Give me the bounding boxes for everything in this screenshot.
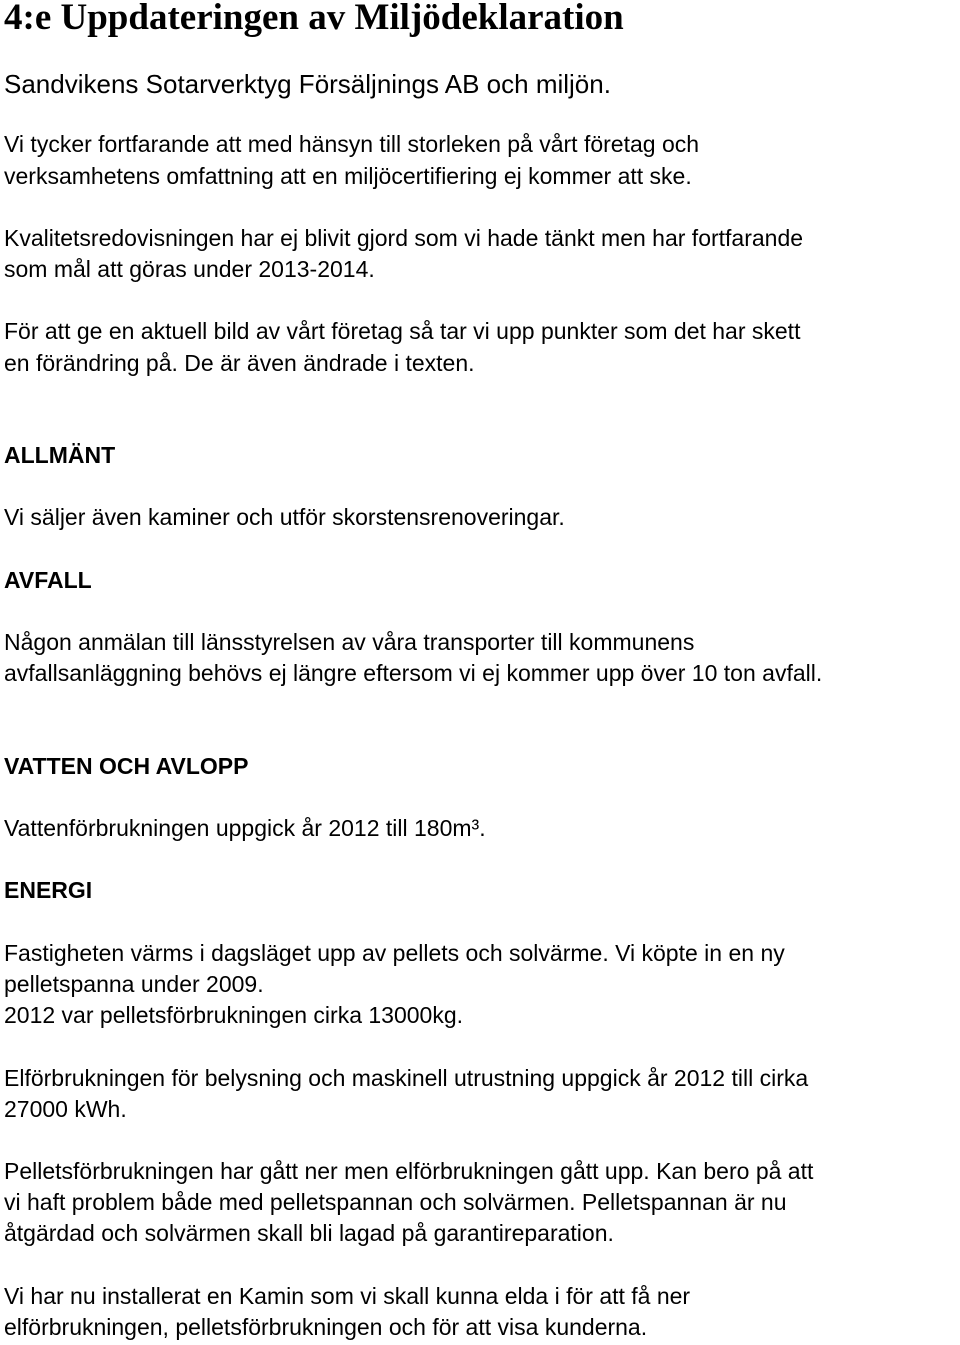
text-line: För att ge en aktuell bild av vårt företag så tar vi upp punkter som det har skett xyxy=(4,318,801,344)
text-line: Vattenförbrukningen uppgick år 2012 till 180m³. xyxy=(4,815,486,841)
section-heading: ALLMÄNT xyxy=(4,442,116,468)
text-line: avfallsanläggning behövs ej längre eftersom vi ej kommer upp över 10 ton avfall. xyxy=(4,660,823,686)
text-line: som mål att göras under 2013-2014. xyxy=(4,256,375,282)
section-heading: VATTEN OCH AVLOPP xyxy=(4,753,249,779)
text-line: 2012 var pelletsförbrukningen cirka 13000kg. xyxy=(4,1002,464,1028)
document-title: 4:e Uppdateringen av Miljödeklaration xyxy=(4,0,624,38)
text-line: Pelletsförbrukningen har gått ner men elförbrukningen gått upp. Kan bero på att xyxy=(4,1158,814,1184)
text-line: Elförbrukningen för belysning och maskinell utrustning uppgick år 2012 till cirka xyxy=(4,1065,809,1091)
document-subtitle: Sandvikens Sotarverktyg Försäljnings AB och miljön. xyxy=(4,69,611,99)
text-line: elförbrukningen, pelletsförbrukningen och för att visa kunderna. xyxy=(4,1314,648,1340)
section-heading: AVFALL xyxy=(4,567,92,593)
text-line: verksamhetens omfattning att en miljöcertifiering ej kommer att ske. xyxy=(4,163,692,189)
text-line: Vi säljer även kaminer och utför skorstensrenoveringar. xyxy=(4,504,565,530)
text-line: 27000 kWh. xyxy=(4,1096,127,1122)
text-line: pelletspanna under 2009. xyxy=(4,971,264,997)
text-line: Vi har nu installerat en Kamin som vi skall kunna elda i för att få ner xyxy=(4,1283,691,1309)
text-line: Fastigheten värms i dagsläget upp av pellets och solvärme. Vi köpte in en ny xyxy=(4,940,785,966)
text-line: Någon anmälan till länsstyrelsen av våra transporter till kommunens xyxy=(4,629,695,655)
text-line: Vi tycker fortfarande att med hänsyn till storleken på vårt företag och xyxy=(4,131,700,157)
text-line: åtgärdad och solvärmen skall bli lagad på garantireparation. xyxy=(4,1220,614,1246)
text-line: vi haft problem både med pelletspannan och solvärmen. Pelletspannan är nu xyxy=(4,1189,787,1215)
text-line: Kvalitetsredovisningen har ej blivit gjord som vi hade tänkt men har fortfarande xyxy=(4,225,804,251)
text-line: en förändring på. De är även ändrade i texten. xyxy=(4,350,475,376)
section-heading: ENERGI xyxy=(4,877,93,903)
